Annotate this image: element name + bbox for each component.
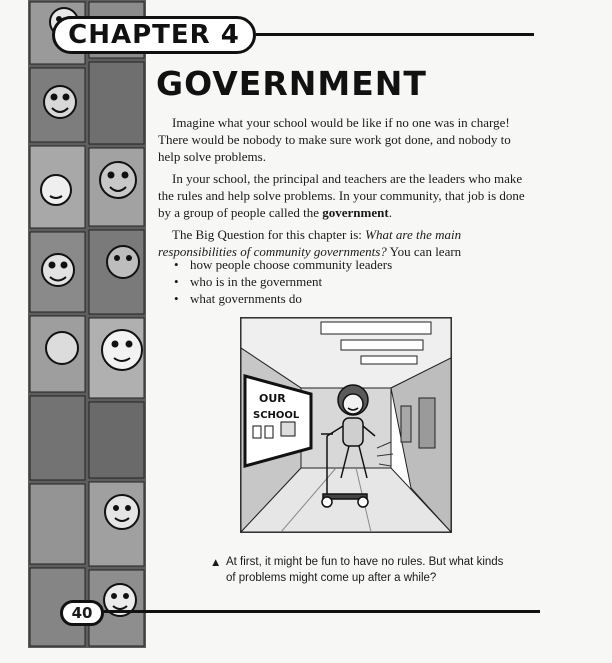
- triangle-marker-icon: ▲: [210, 557, 222, 569]
- sign-text-our: OUR: [259, 392, 286, 405]
- big-question-paragraph: [158, 226, 536, 260]
- bullet-icon: •: [174, 257, 179, 272]
- big-question: What are the main responsibilities of community governments?: [158, 227, 462, 259]
- big-question-intro: The Big Question for this chapter is:: [172, 227, 366, 242]
- caption-text: At first, it might be fun to have no rules. But what kinds of problems might come up after a while?: [226, 556, 504, 584]
- page-number: 40: [60, 600, 104, 626]
- list-item: [174, 256, 392, 273]
- list-item: [174, 273, 392, 290]
- footer-rule: [100, 610, 540, 613]
- learning-list: [174, 256, 392, 307]
- page-title: GOVERNMENT: [156, 64, 427, 103]
- drawings-strip: [28, 0, 146, 648]
- list-item-text: who is in the government: [190, 274, 323, 289]
- bullet-icon: •: [174, 274, 179, 289]
- intro-paragraph: Imagine what your school would be like if no one was in charge! There would be nobody to make sure work got done, and nobody to help solve problems.: [158, 115, 511, 164]
- government-term: government: [322, 205, 389, 220]
- list-item-text: what governments do: [190, 291, 302, 306]
- big-question-outro: You can learn: [386, 244, 462, 259]
- children-drawings-image: [28, 0, 146, 648]
- list-item-text: how people choose community leaders: [190, 257, 393, 272]
- leaders-text-end: .: [388, 205, 392, 220]
- illustration-caption: [212, 554, 512, 586]
- scooter-girl-drawing: [241, 318, 451, 532]
- leaders-paragraph: [158, 170, 536, 221]
- hallway-illustration: [240, 317, 452, 533]
- bullet-icon: •: [174, 291, 179, 306]
- chapter-label: CHAPTER 4: [68, 20, 240, 50]
- chapter-tab: [52, 16, 256, 54]
- sign-text-school: SCHOOL: [253, 410, 300, 421]
- header-rule: [256, 33, 534, 36]
- list-item: [174, 290, 392, 307]
- leaders-text: In your school, the principal and teachers are the leaders who make the rules and help solve problems. In your community, that job is done by a group of people called the: [158, 171, 525, 220]
